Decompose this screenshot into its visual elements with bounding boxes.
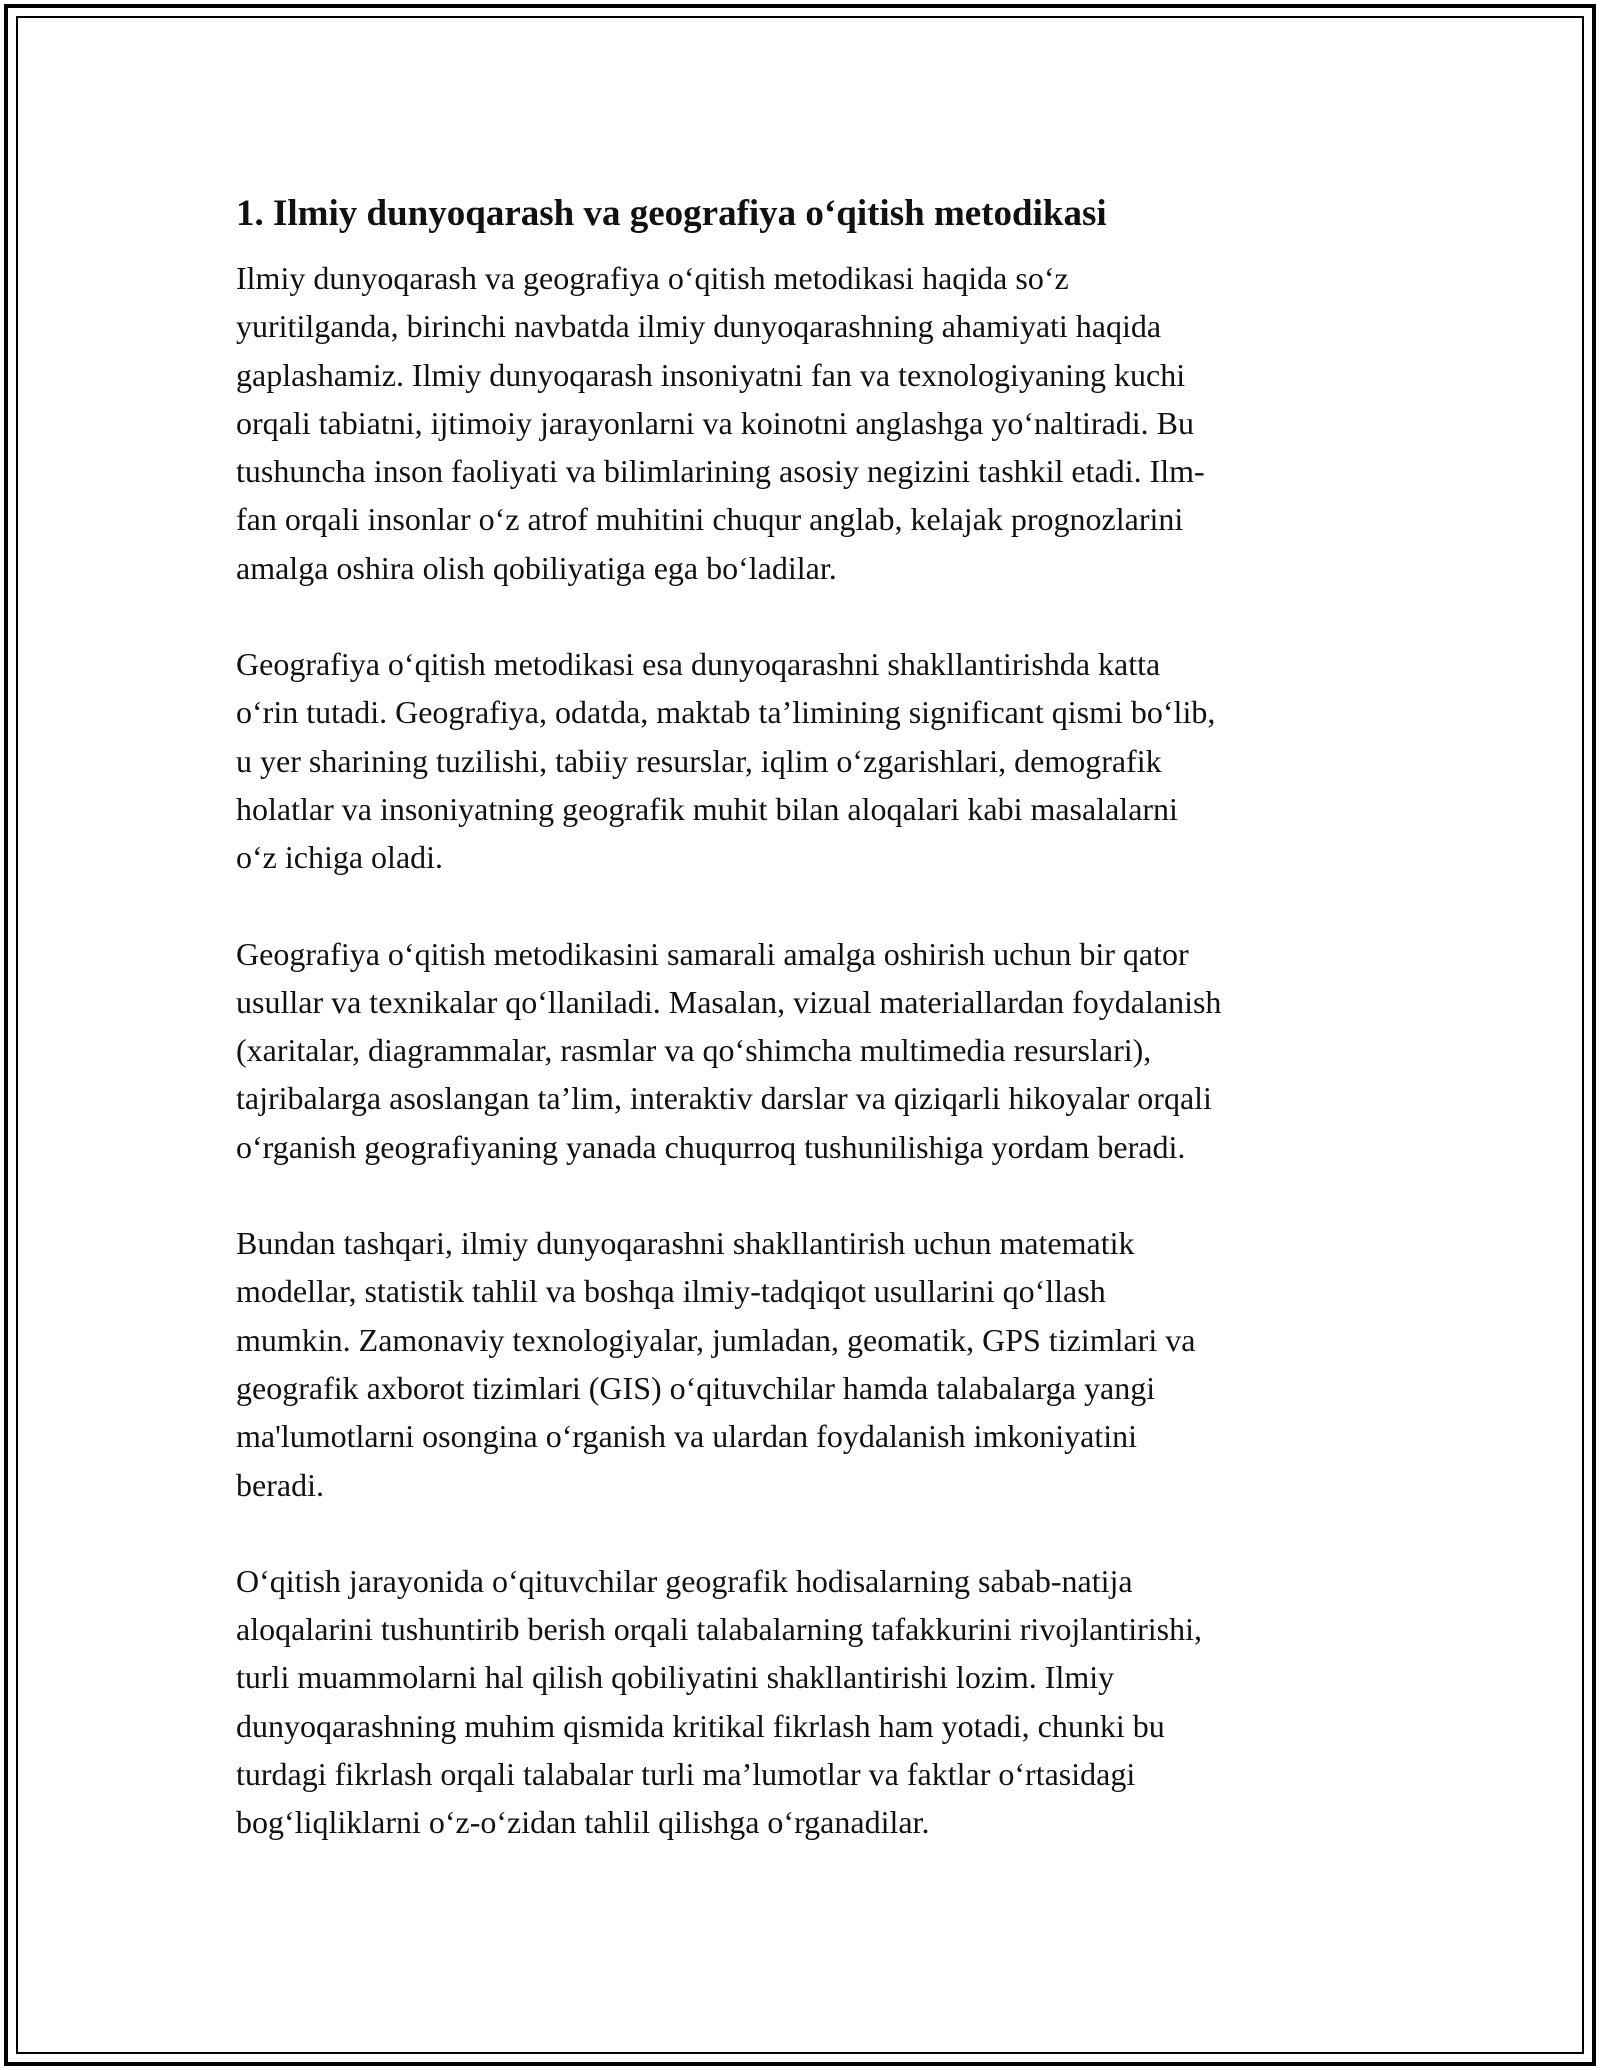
paragraph-4: Bundan tashqari, ilmiy dunyoqarashni shakllantirish uchun matematik modellar, statistik tahlil va boshqa ilmiy-tadqiqot usullarini qo‘llash mumkin. Zamonaviy texnologiyalar, jumladan, geomatik, GPS tizimlari va geografik axborot tizimlari (GIS) o‘qituvchilar hamda talabalarga yangi ma'lumotlarni osongina o‘rganish va ulardan foydalanish imkoniyatini beradi. [236, 1225, 1196, 1503]
paragraph-2: Geografiya o‘qitish metodikasi esa dunyoqarashni shakllantirishda katta o‘rin tutadi. Geografiya, odatda, maktab ta’limining significant qismi bo‘lib, u yer sharining tuzilishi, tabiiy resurslar, iqlim o‘zgarishlari, demografik holatlar va insoniyatning geografik muhit bilan aloqalari kabi masalalarni o‘z ichiga oladi. [236, 646, 1216, 876]
document-body [236, 188, 1376, 1847]
paragraph-5: O‘qitish jarayonida o‘qituvchilar geografik hodisalarning sabab-natija aloqalarini tushuntirib berish orqali talabalarning tafakkurini rivojlantirishi, turli muammolarni hal qilish qobiliyatini shakllantirishi lozim. Ilmiy dunyoqarashning muhim qismida kritikal fikrlash ham yotadi, chunki bu turdagi fikrlash orqali talabalar turli ma’lumotlar va faktlar o‘rtasidagi bog‘liqliklarni o‘z-o‘zidan tahlil qilishga o‘rganadilar. [236, 1562, 1202, 1841]
paragraph-1: Ilmiy dunyoqarash va geografiya o‘qitish metodikasi haqida so‘z yuritilganda, birinchi navbatda ilmiy dunyoqarashning ahamiyati haqida gaplashamiz. Ilmiy dunyoqarash insoniyatni fan va texnologiyaning kuchi orqali tabiatni, ijtimoiy jarayonlarni va koinotni anglashga yo‘naltiradi. Bu tushuncha inson faoliyati va bilimlarining asosiy negizini tashkil etadi. Ilm- fan orqali insonlar o‘z atrof muhitini chuqur anglab, kelajak prognozlarini amalga oshira olish qobiliyatiga ega bo‘ladilar. [236, 260, 1205, 586]
section-heading: 1. Ilmiy dunyoqarash va geografiya o‘qitish metodikasi [236, 193, 1107, 234]
paragraph-3: Geografiya o‘qitish metodikasini samarali amalga oshirish uchun bir qator usullar va texnikalar qo‘llaniladi. Masalan, vizual materiallardan foydalanish (xaritalar, diagrammalar, rasmlar va qo‘shimcha multimedia resurslari), tajribalarga asoslangan ta’lim, interaktiv darslar va qiziqarli hikoyalar orqali o‘rganish geografiyaning yanada chuqurroq tushunilishiga yordam beradi. [236, 935, 1222, 1165]
